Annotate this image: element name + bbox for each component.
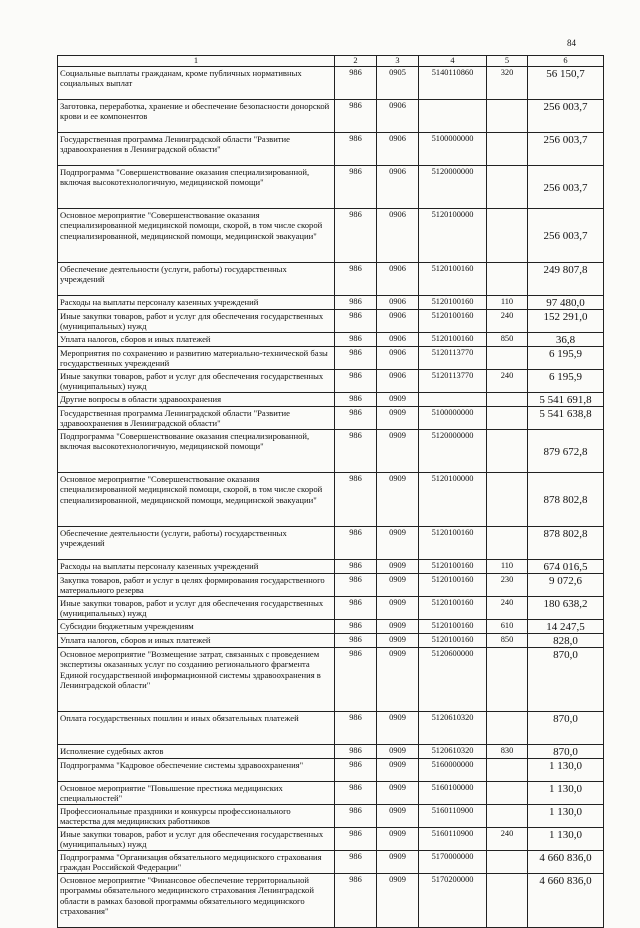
table-row <box>58 263 604 296</box>
row-name: Обеспечение деятельности (услуги, работы) государственных учреждений <box>58 527 335 560</box>
table-row <box>58 805 604 828</box>
ministry-code: 986 <box>335 828 377 851</box>
section-code: 0906 <box>377 133 419 166</box>
amount: 878 802,8 <box>528 527 604 560</box>
ministry-code: 986 <box>335 67 377 100</box>
expense-type-code <box>487 782 528 805</box>
amount: 256 003,7 <box>528 133 604 166</box>
expense-type-code <box>487 851 528 874</box>
expense-type-code: 230 <box>487 574 528 597</box>
table-row <box>58 745 604 759</box>
header-col-3: 3 <box>377 56 419 67</box>
section-code: 0906 <box>377 100 419 133</box>
header-col-5: 5 <box>487 56 528 67</box>
ministry-code: 986 <box>335 527 377 560</box>
ministry-code: 986 <box>335 473 377 527</box>
table-row <box>58 759 604 782</box>
section-code: 0909 <box>377 407 419 430</box>
header-row <box>58 56 604 67</box>
table-row <box>58 782 604 805</box>
target-article-code: 5160110900 <box>419 828 487 851</box>
ministry-code: 986 <box>335 560 377 574</box>
expense-type-code <box>487 527 528 560</box>
row-name: Оплата государственных пошлин и иных обязательных платежей <box>58 712 335 745</box>
table-row <box>58 620 604 634</box>
row-name: Иные закупки товаров, работ и услуг для обеспечения государственных (муниципальных) нужд <box>58 310 335 333</box>
table-row <box>58 648 604 712</box>
section-code: 0909 <box>377 648 419 712</box>
expense-type-code: 610 <box>487 620 528 634</box>
target-article-code: 5120100160 <box>419 634 487 648</box>
row-name: Иные закупки товаров, работ и услуг для обеспечения государственных (муниципальных) нужд <box>58 828 335 851</box>
table-row <box>58 133 604 166</box>
expense-type-code <box>487 133 528 166</box>
target-article-code: 5160100000 <box>419 782 487 805</box>
section-code: 0909 <box>377 634 419 648</box>
expense-type-code <box>487 473 528 527</box>
section-code: 0905 <box>377 67 419 100</box>
target-article-code: 5140110860 <box>419 67 487 100</box>
target-article-code: 5120100160 <box>419 333 487 347</box>
amount: 249 807,8 <box>528 263 604 296</box>
row-name: Субсидии бюджетным учреждениям <box>58 620 335 634</box>
amount: 674 016,5 <box>528 560 604 574</box>
ministry-code: 986 <box>335 712 377 745</box>
amount: 4 660 836,0 <box>528 851 604 874</box>
row-name: Мероприятия по сохранению и развитию материально-технической базы государственных учреждений <box>58 347 335 370</box>
target-article-code: 5120100160 <box>419 574 487 597</box>
amount: 1 130,0 <box>528 759 604 782</box>
table-row <box>58 527 604 560</box>
amount: 36,8 <box>528 333 604 347</box>
row-name: Расходы на выплаты персоналу казенных учреждений <box>58 296 335 310</box>
target-article-code: 5120100160 <box>419 296 487 310</box>
table-row <box>58 310 604 333</box>
amount: 870,0 <box>528 745 604 759</box>
target-article-code: 5120100160 <box>419 310 487 333</box>
ministry-code: 986 <box>335 634 377 648</box>
ministry-code: 986 <box>335 209 377 263</box>
ministry-code: 986 <box>335 407 377 430</box>
row-name: Обеспечение деятельности (услуги, работы) государственных учреждений <box>58 263 335 296</box>
section-code: 0909 <box>377 527 419 560</box>
row-name: Иные закупки товаров, работ и услуг для обеспечения государственных (муниципальных) нужд <box>58 597 335 620</box>
target-article-code: 5120000000 <box>419 430 487 473</box>
ministry-code: 986 <box>335 759 377 782</box>
table-row <box>58 67 604 100</box>
target-article-code: 5170000000 <box>419 851 487 874</box>
ministry-code: 986 <box>335 370 377 393</box>
amount: 5 541 638,8 <box>528 407 604 430</box>
amount: 6 195,9 <box>528 347 604 370</box>
expense-type-code <box>487 430 528 473</box>
section-code: 0906 <box>377 296 419 310</box>
section-code: 0909 <box>377 430 419 473</box>
row-name: Уплата налогов, сборов и иных платежей <box>58 333 335 347</box>
amount: 180 638,2 <box>528 597 604 620</box>
table-row <box>58 347 604 370</box>
section-code: 0906 <box>377 310 419 333</box>
section-code: 0906 <box>377 263 419 296</box>
table-row <box>58 296 604 310</box>
target-article-code: 5100000000 <box>419 133 487 166</box>
section-code: 0909 <box>377 574 419 597</box>
ministry-code: 986 <box>335 296 377 310</box>
expense-type-code <box>487 712 528 745</box>
table-row <box>58 430 604 473</box>
expense-type-code <box>487 874 528 928</box>
expense-type-code: 850 <box>487 634 528 648</box>
row-name: Государственная программа Ленинградской области "Развитие здравоохранения в Ленинградской области" <box>58 133 335 166</box>
expense-type-code <box>487 393 528 407</box>
row-name: Заготовка, переработка, хранение и обеспечение безопасности донорской крови и ее компонентов <box>58 100 335 133</box>
target-article-code <box>419 393 487 407</box>
row-name: Расходы на выплаты персоналу казенных учреждений <box>58 560 335 574</box>
row-name: Подпрограмма "Кадровое обеспечение системы здравоохранения" <box>58 759 335 782</box>
expense-type-code <box>487 648 528 712</box>
row-name: Основное мероприятие "Финансовое обеспечение территориальной программы обязательного медицинского страхования Ленинградской области в рамках базовой программы обязательного медицинского страхования" <box>58 874 335 928</box>
ministry-code: 986 <box>335 333 377 347</box>
table-row <box>58 393 604 407</box>
ministry-code: 986 <box>335 574 377 597</box>
ministry-code: 986 <box>335 648 377 712</box>
target-article-code: 5120610320 <box>419 712 487 745</box>
row-name: Государственная программа Ленинградской области "Развитие здравоохранения в Ленинградской области" <box>58 407 335 430</box>
section-code: 0909 <box>377 745 419 759</box>
expense-type-code: 240 <box>487 370 528 393</box>
target-article-code: 5160000000 <box>419 759 487 782</box>
ministry-code: 986 <box>335 805 377 828</box>
ministry-code: 986 <box>335 100 377 133</box>
amount: 828,0 <box>528 634 604 648</box>
table-row <box>58 560 604 574</box>
target-article-code: 5120100160 <box>419 620 487 634</box>
section-code: 0909 <box>377 805 419 828</box>
ministry-code: 986 <box>335 430 377 473</box>
amount: 256 003,7 <box>528 209 604 263</box>
target-article-code: 5120113770 <box>419 347 487 370</box>
amount: 4 660 836,0 <box>528 874 604 928</box>
table-row <box>58 209 604 263</box>
row-name: Основное мероприятие "Возмещение затрат, связанных с проведением экспертизы оказанных услуг по созданию регионального фрагмента Единой государственной информационной системы здравоохранения в Ленинградской области" <box>58 648 335 712</box>
row-name: Основное мероприятие "Совершенствование оказания специализированной медицинской помощи, скорой, в том числе скорой специализированной, медицинской помощи, медицинской эвакуации" <box>58 473 335 527</box>
target-article-code: 5160110900 <box>419 805 487 828</box>
row-name: Основное мероприятие "Повышение престижа медицинских специальностей" <box>58 782 335 805</box>
target-article-code: 5120100160 <box>419 263 487 296</box>
table-row <box>58 166 604 209</box>
header-col-4: 4 <box>419 56 487 67</box>
ministry-code: 986 <box>335 782 377 805</box>
amount: 152 291,0 <box>528 310 604 333</box>
expense-type-code <box>487 100 528 133</box>
section-code: 0906 <box>377 370 419 393</box>
section-code: 0909 <box>377 759 419 782</box>
table-row <box>58 634 604 648</box>
table-row <box>58 874 604 928</box>
section-code: 0909 <box>377 828 419 851</box>
expense-type-code: 110 <box>487 296 528 310</box>
expense-type-code: 240 <box>487 828 528 851</box>
target-article-code: 5120113770 <box>419 370 487 393</box>
table-row <box>58 597 604 620</box>
table-row <box>58 851 604 874</box>
amount: 14 247,5 <box>528 620 604 634</box>
expense-type-code: 320 <box>487 67 528 100</box>
ministry-code: 986 <box>335 310 377 333</box>
header-col-1: 1 <box>58 56 335 67</box>
row-name: Профессиональные праздники и конкурсы профессионального мастерства для медицинских работников <box>58 805 335 828</box>
section-code: 0906 <box>377 333 419 347</box>
ministry-code: 986 <box>335 263 377 296</box>
target-article-code: 5120000000 <box>419 166 487 209</box>
target-article-code: 5100000000 <box>419 407 487 430</box>
row-name: Подпрограмма "Совершенствование оказания специализированной, включая высокотехнологичную, медицинской помощи" <box>58 430 335 473</box>
expense-type-code <box>487 209 528 263</box>
expense-type-code <box>487 166 528 209</box>
section-code: 0909 <box>377 851 419 874</box>
section-code: 0906 <box>377 209 419 263</box>
ministry-code: 986 <box>335 620 377 634</box>
ministry-code: 986 <box>335 851 377 874</box>
amount: 97 480,0 <box>528 296 604 310</box>
amount: 870,0 <box>528 648 604 712</box>
row-name: Иные закупки товаров, работ и услуг для обеспечения государственных (муниципальных) нужд <box>58 370 335 393</box>
section-code: 0906 <box>377 166 419 209</box>
row-name: Другие вопросы в области здравоохранения <box>58 393 335 407</box>
section-code: 0909 <box>377 473 419 527</box>
table-row <box>58 333 604 347</box>
table-row <box>58 712 604 745</box>
expense-type-code: 830 <box>487 745 528 759</box>
table-row <box>58 370 604 393</box>
target-article-code: 5120600000 <box>419 648 487 712</box>
amount: 256 003,7 <box>528 100 604 133</box>
amount: 878 802,8 <box>528 473 604 527</box>
target-article-code: 5120610320 <box>419 745 487 759</box>
table-row <box>58 473 604 527</box>
amount: 5 541 691,8 <box>528 393 604 407</box>
header-col-2: 2 <box>335 56 377 67</box>
amount: 9 072,6 <box>528 574 604 597</box>
table-row <box>58 100 604 133</box>
header-col-6: 6 <box>528 56 604 67</box>
target-article-code: 5120100000 <box>419 473 487 527</box>
section-code: 0909 <box>377 874 419 928</box>
expense-type-code: 110 <box>487 560 528 574</box>
target-article-code: 5120100160 <box>419 527 487 560</box>
amount: 879 672,8 <box>528 430 604 473</box>
row-name: Основное мероприятие "Совершенствование оказания специализированной медицинской помощи, скорой, в том числе скорой специализированной, медицинской помощи, медицинской эвакуации" <box>58 209 335 263</box>
expense-type-code: 240 <box>487 310 528 333</box>
expense-type-code: 850 <box>487 333 528 347</box>
section-code: 0909 <box>377 782 419 805</box>
ministry-code: 986 <box>335 874 377 928</box>
row-name: Социальные выплаты гражданам, кроме публичных нормативных социальных выплат <box>58 67 335 100</box>
amount: 6 195,9 <box>528 370 604 393</box>
amount: 56 150,7 <box>528 67 604 100</box>
expense-type-code: 240 <box>487 597 528 620</box>
table-row <box>58 574 604 597</box>
ministry-code: 986 <box>335 133 377 166</box>
table-row <box>58 828 604 851</box>
row-name: Подпрограмма "Организация обязательного медицинского страхования граждан Российской Федерации" <box>58 851 335 874</box>
amount: 870,0 <box>528 712 604 745</box>
amount: 1 130,0 <box>528 782 604 805</box>
expense-type-code <box>487 407 528 430</box>
row-name: Исполнение судебных актов <box>58 745 335 759</box>
section-code: 0909 <box>377 597 419 620</box>
row-name: Подпрограмма "Совершенствование оказания специализированной, включая высокотехнологичную, медицинской помощи" <box>58 166 335 209</box>
expense-type-code <box>487 805 528 828</box>
expense-type-code <box>487 759 528 782</box>
expense-type-code <box>487 347 528 370</box>
ministry-code: 986 <box>335 347 377 370</box>
table-row <box>58 407 604 430</box>
ministry-code: 986 <box>335 597 377 620</box>
amount: 1 130,0 <box>528 828 604 851</box>
section-code: 0909 <box>377 393 419 407</box>
ministry-code: 986 <box>335 393 377 407</box>
section-code: 0906 <box>377 347 419 370</box>
section-code: 0909 <box>377 620 419 634</box>
target-article-code: 5120100160 <box>419 560 487 574</box>
budget-table <box>57 55 604 928</box>
ministry-code: 986 <box>335 745 377 759</box>
target-article-code: 5170200000 <box>419 874 487 928</box>
target-article-code: 5120100000 <box>419 209 487 263</box>
target-article-code <box>419 100 487 133</box>
expense-type-code <box>487 263 528 296</box>
target-article-code: 5120100160 <box>419 597 487 620</box>
row-name: Уплата налогов, сборов и иных платежей <box>58 634 335 648</box>
ministry-code: 986 <box>335 166 377 209</box>
amount: 1 130,0 <box>528 805 604 828</box>
page-number: 84 <box>567 38 576 48</box>
section-code: 0909 <box>377 560 419 574</box>
amount: 256 003,7 <box>528 166 604 209</box>
row-name: Закупка товаров, работ и услуг в целях формирования государственного материального резерва <box>58 574 335 597</box>
section-code: 0909 <box>377 712 419 745</box>
